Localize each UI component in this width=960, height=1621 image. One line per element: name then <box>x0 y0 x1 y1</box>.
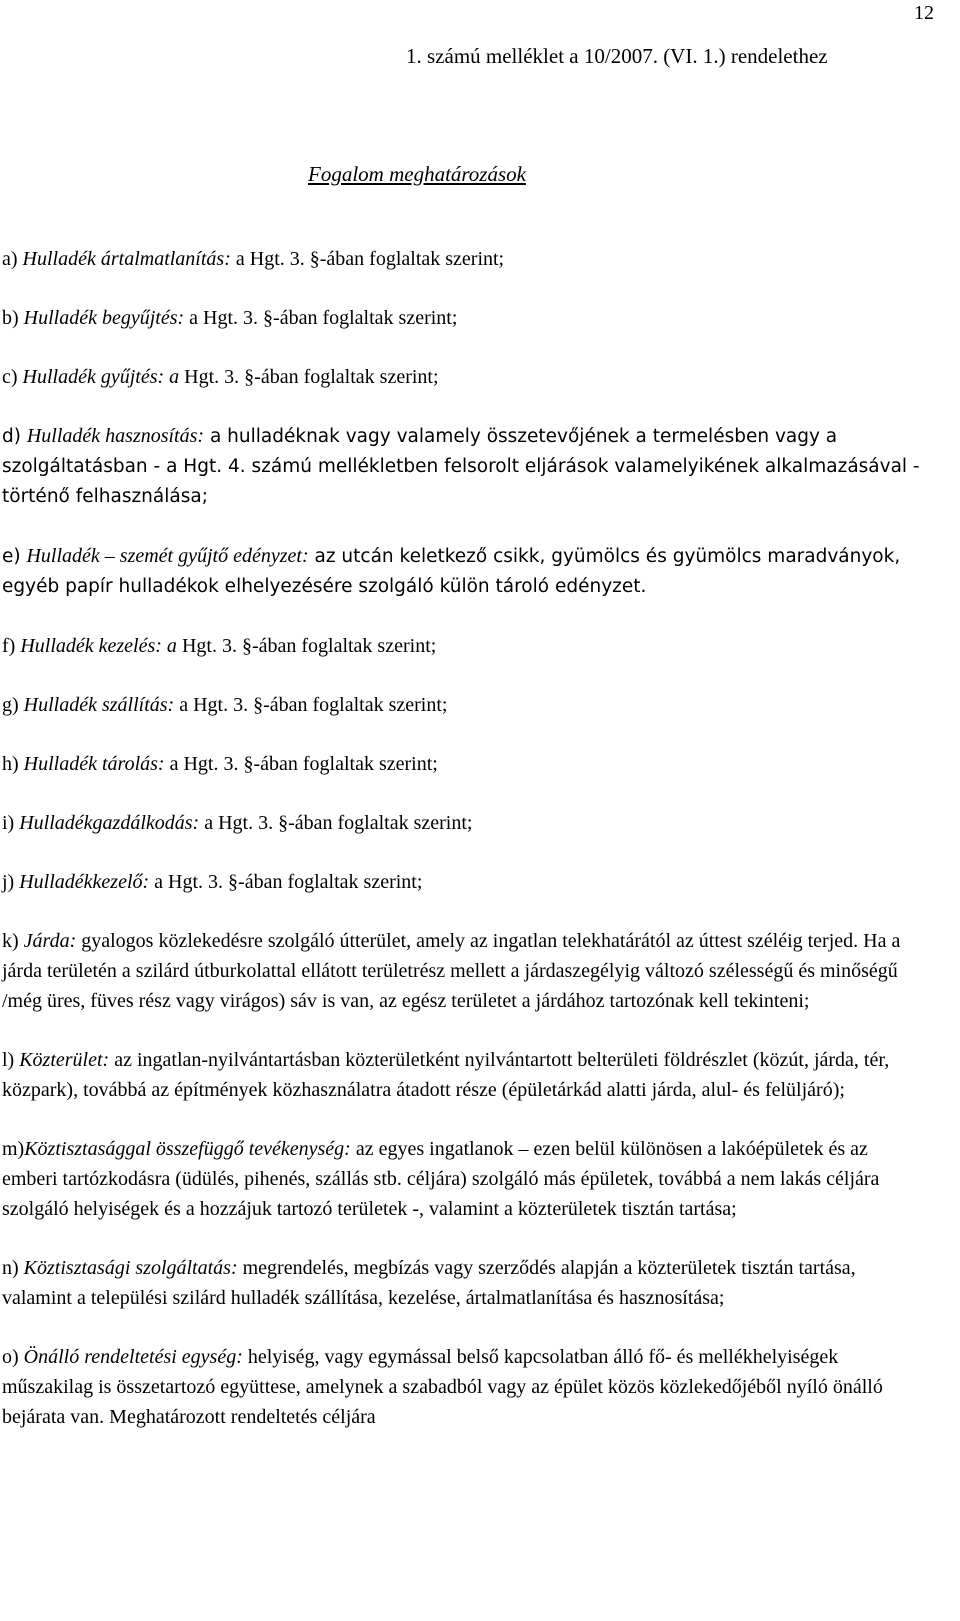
definition-g: g) Hulladék szállítás: a Hgt. 3. §-ában foglaltak szerint; <box>2 694 448 716</box>
definition-b: b) Hulladék begyűjtés: a Hgt. 3. §-ában foglaltak szerint; <box>2 307 458 329</box>
definition-a: a) Hulladék ártalmatlanítás: a Hgt. 3. §-ában foglaltak szerint; <box>2 248 505 270</box>
definition-j: j) Hulladékkezelő: a Hgt. 3. §-ában foglaltak szerint; <box>2 871 423 893</box>
definition-n: n) Köztisztasági szolgáltatás: megrendelés, megbízás vagy szerződés alapján a közterületek tisztán tartása, valamint a települési szilárd hulladék szállítása, kezelése, ártalmatlanítása és hasznosítása; <box>2 1257 856 1309</box>
definition-e: e) Hulladék – szemét gyűjtő edényzet: az utcán keletkező csikk, gyümölcs és gyümölcs maradványok, egyéb papír hulladékok elhelyezésére szolgáló külön tároló edényzet. <box>2 545 901 597</box>
definition-i: i) Hulladékgazdálkodás: a Hgt. 3. §-ában foglaltak szerint; <box>2 812 473 834</box>
definition-h: h) Hulladék tárolás: a Hgt. 3. §-ában foglaltak szerint; <box>2 753 438 775</box>
annex-heading: 1. számú melléklet a 10/2007. (VI. 1.) rendelethez <box>406 44 828 68</box>
document-title: Fogalom meghatározások <box>308 162 526 186</box>
definition-m: m)Köztisztasággal összefüggő tevékenység: az egyes ingatlanok – ezen belül különösen a lakóépületek és az emberi tartózkodásra (üdülés, pihenés, szállás stb. céljára) szolgáló más épületek, továbbá a nem lakás céljára szolgáló helyiségek és a hozzájuk tartozó területek -, valamint a közterületek tisztán tartása; <box>2 1138 880 1220</box>
definitions-list <box>2 244 927 1432</box>
definition-c: c) Hulladék gyűjtés: a Hgt. 3. §-ában foglaltak szerint; <box>2 366 439 388</box>
page-number: 12 <box>914 2 934 24</box>
definition-k: k) Járda: gyalogos közlekedésre szolgáló útterület, amely az ingatlan telekhatárától az úttest széléig terjed. Ha a járda területén a szilárd útburkolattal ellátott területrész mellett a járdaszegélyig változó szélességű és minőségű /még üres, füves rész vagy virágos) sáv is van, az egész területet a járdához tartozónak kell tekinteni; <box>2 930 901 1012</box>
document-title-row <box>0 162 960 187</box>
definition-o: o) Önálló rendeltetési egység: helyiség, vagy egymással belső kapcsolatban álló fő- és mellékhelyiségek műszakilag is összetartozó együttese, amelynek a szabadból vagy az épület közös közlekedőjéből nyíló önálló bejárata van. Meghatározott rendeltetés céljára <box>2 1346 883 1428</box>
definition-d: d) Hulladék hasznosítás: a hulladéknak vagy valamely összetevőjének a termelésben vagy a szolgáltatásban - a Hgt. 4. számú mellékletben felsorolt eljárások valamelyikének alkalmazásával - történő felhasználása; <box>2 425 920 507</box>
definition-l: l) Közterület: az ingatlan-nyilvántartásban közterületként nyilvántartott belterületi földrészlet (közút, járda, tér, közpark), továbbá az építmények közhasználatra átadott része (épületárkád alatti járda, alul- és felüljáró); <box>2 1049 890 1101</box>
definition-f: f) Hulladék kezelés: a Hgt. 3. §-ában foglaltak szerint; <box>2 635 437 657</box>
